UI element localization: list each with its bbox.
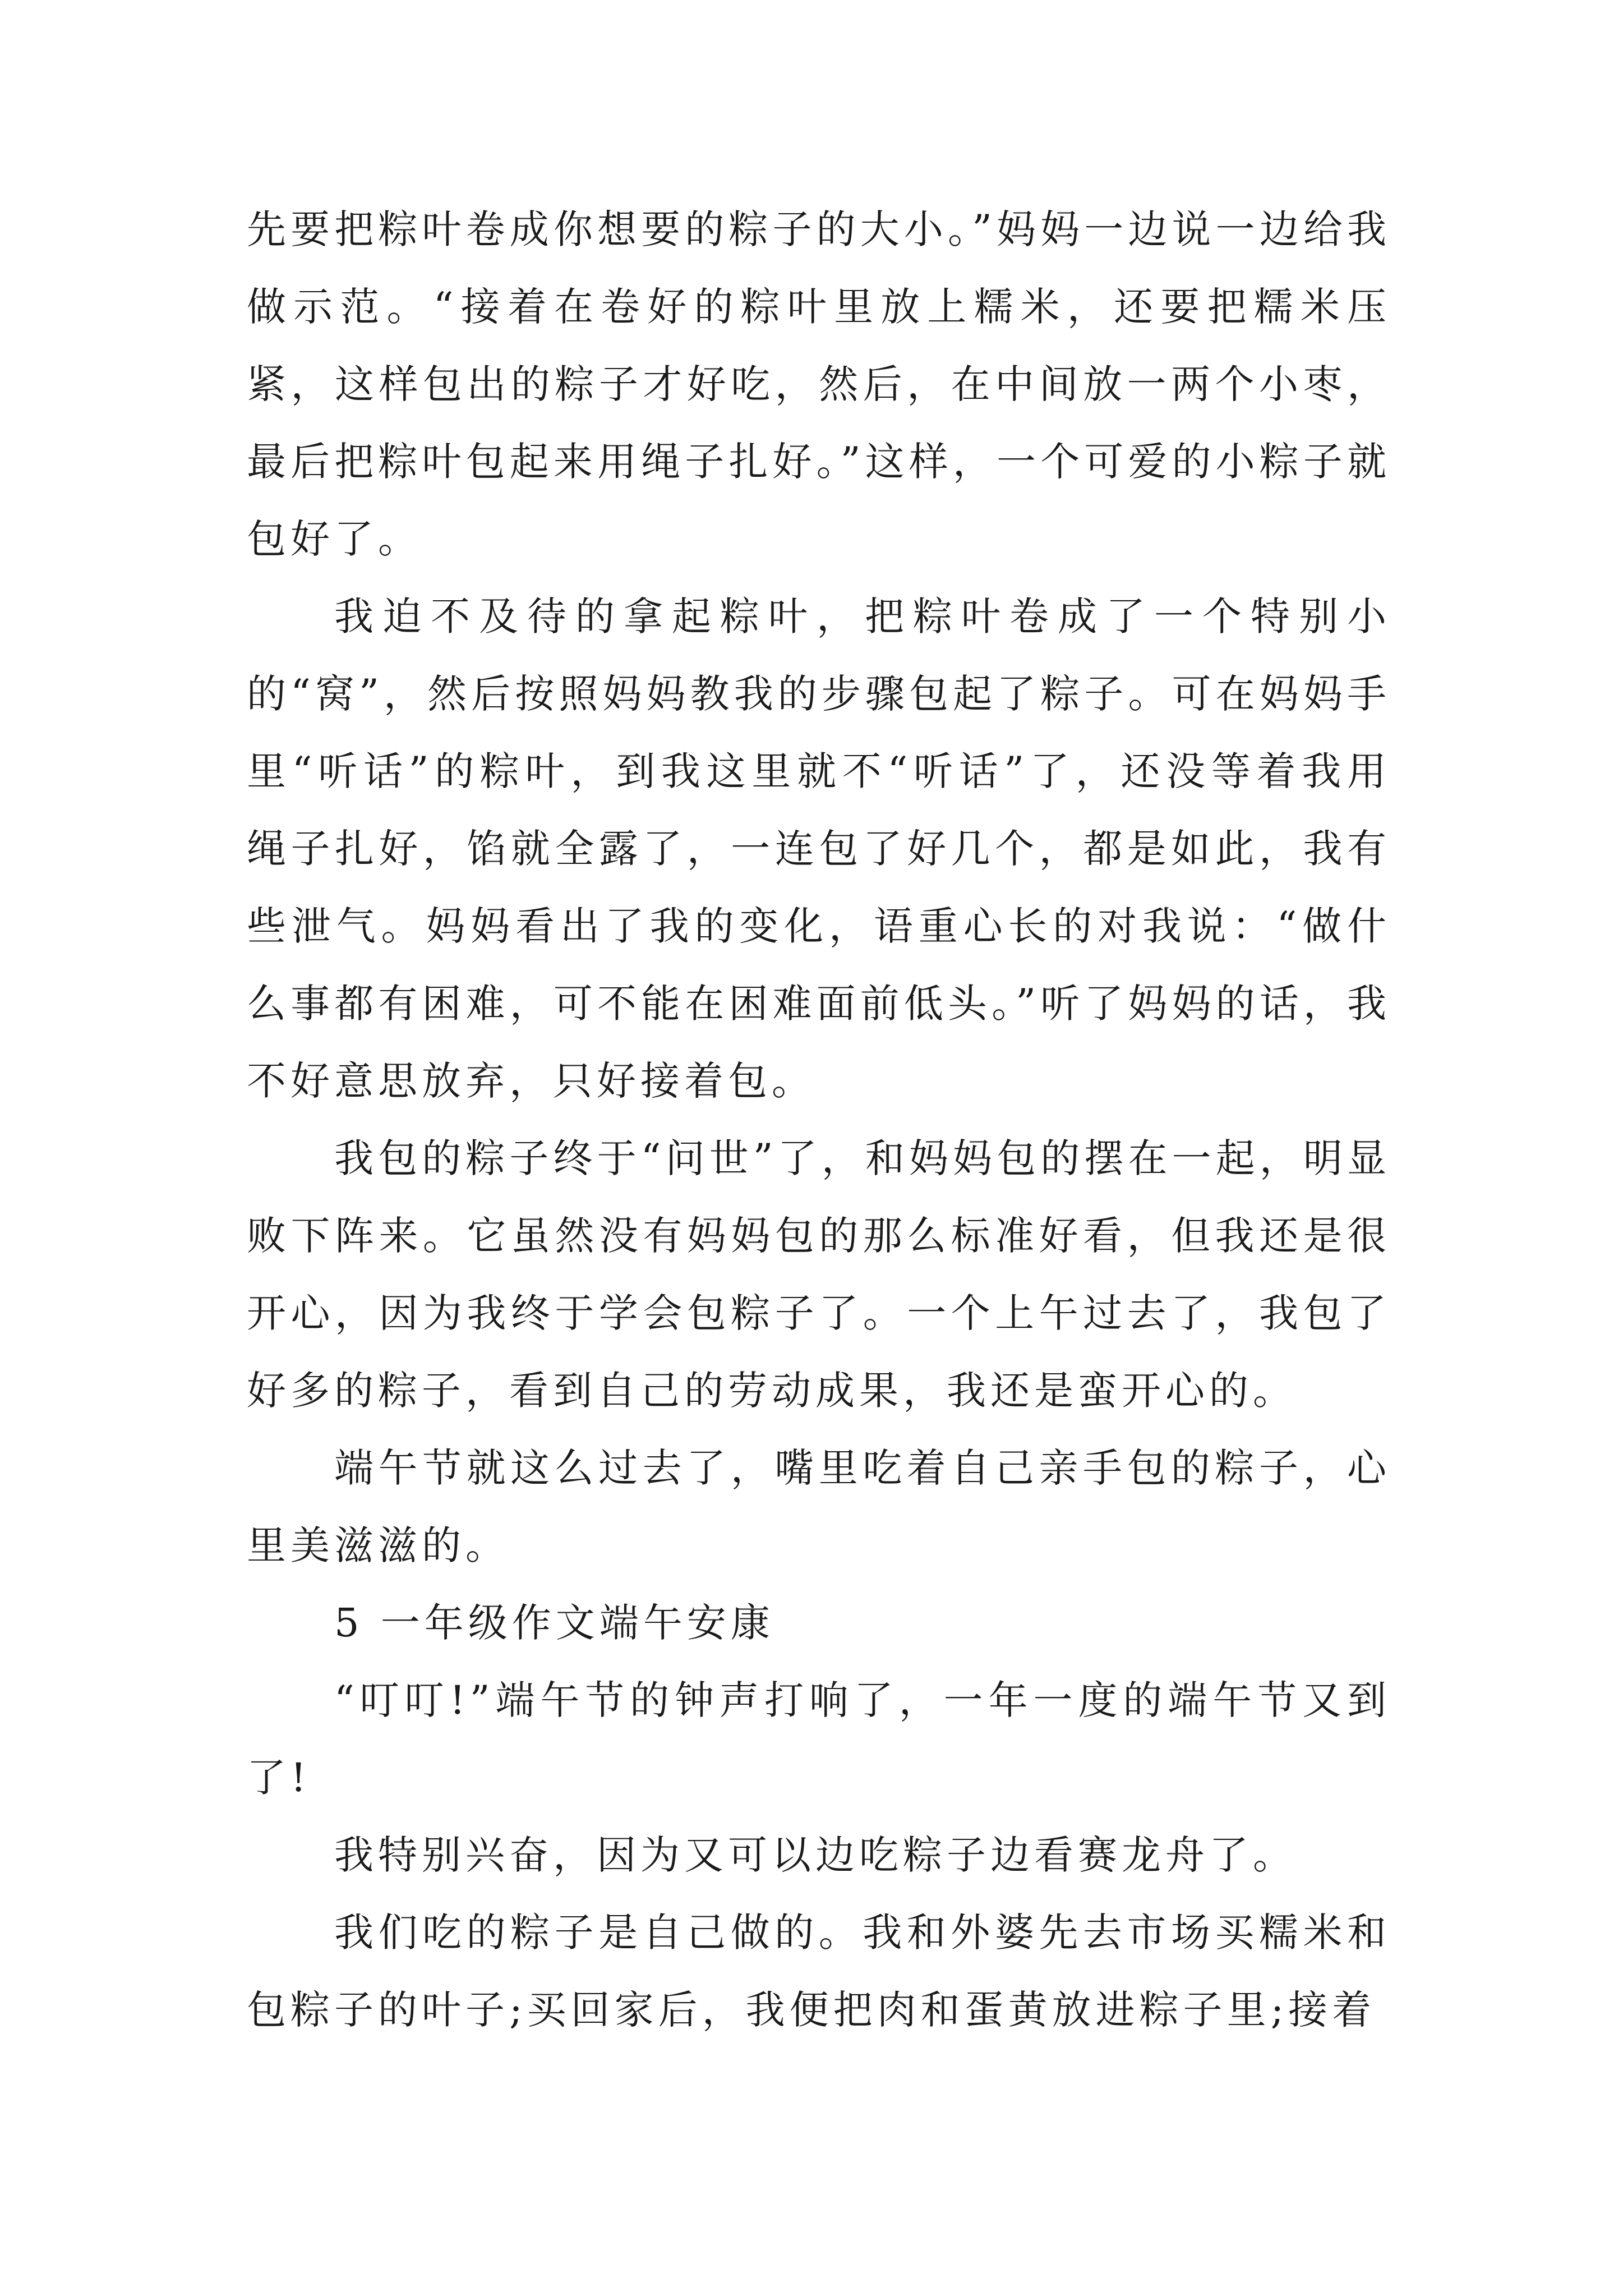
paragraph-4: 端午节就这么过去了，嘴里吃着自己亲手包的粽子，心里美滋滋的。 [247,1445,1391,1568]
paragraph-3: 我包的粽子终于“问世”了，和妈妈包的摆在一起，明显败下阵来。它虽然没有妈妈包的那么标准好看，但我还是很开心，因为我终于学会包粽子了。一个上午过去了，我包了好多的粽子，看到自己的劳动成果，我还是蛮开心的。 [247,1135,1391,1414]
paragraph-2: 我迫不及待的拿起粽叶，把粽叶卷成了一个特别小的“窝”，然后按照妈妈教我的步骤包起了粽子。可在妈妈手里“听话”的粽叶，到我这里就不“听话”了，还没等着我用绳子扎好，馅就全露了，一连包了好几个，都是如此，我有些泄气。妈妈看出了我的变化，语重心长的对我说：“做什么事都有困难，可不能在困难面前低头。”听了妈妈的话，我不好意思放弃，只好接着包。 [247,593,1391,1104]
paragraph-1: 先要把粽叶卷成你想要的粽子的大小。”妈妈一边说一边给我做示范。“接着在卷好的粽叶里放上糯米，还要把糯米压紧，这样包出的粽子才好吃，然后，在中间放一两个小枣，最后把粽叶包起来用绳子扎好。”这样，一个可爱的小粽子就包好了。 [247,206,1391,562]
paragraph-5: “叮叮!”端午节的钟声打响了，一年一度的端午节又到了! [247,1677,1391,1801]
body-text [247,191,1391,2049]
paragraph-7: 我们吃的粽子是自己做的。我和外婆先去市场买糯米和包粽子的叶子;买回家后，我便把肉和蛋黄放进粽子里;接着 [247,1910,1391,2033]
section-heading: 5 一年级作文端午安康 [334,1600,774,1646]
paragraph-6: 我特别兴奋，因为又可以边吃粽子边看赛龙舟了。 [334,1832,1297,1878]
